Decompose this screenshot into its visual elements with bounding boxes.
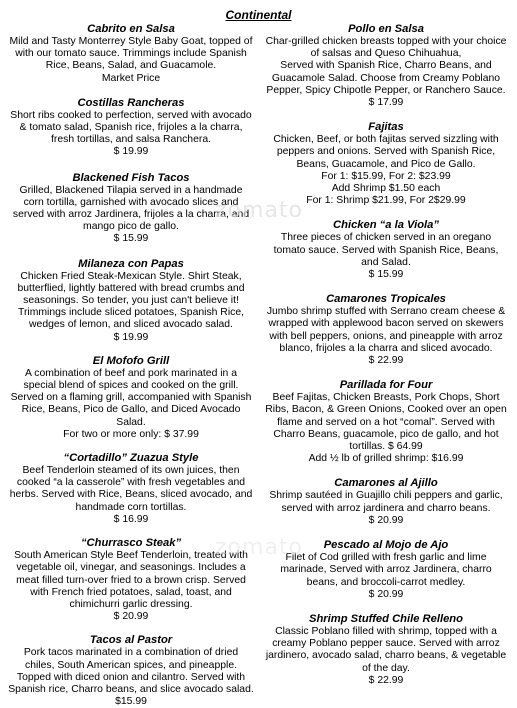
- item-title: Costillas Rancheras: [77, 96, 185, 109]
- item-description: Mild and Tasty Monterrey Style Baby Goat, topped of with our tomato sauce. Trimmings include Spanish Rice, Beans, Salad, and Guacamole. Market Price: [9, 36, 253, 84]
- menu-item-pollo-en-salsa: [261, 23, 511, 109]
- item-description: Short ribs cooked to perfection, served with avocado & tomato salad, Spanish rice, frijoles a la charra, fresh tortillas, and salsa Ranchera. $ 19.99: [10, 109, 252, 158]
- item-description: Classic Poblano filled with shrimp, topped with a creamy Poblano pepper sauce. Served with arroz jardinero, avocado salad, charro beans, & vegetable of the day. $ 22.99: [265, 625, 507, 686]
- menu-item-cabrito-en-salsa: [6, 23, 256, 85]
- item-title: Tacos al Pastor: [89, 634, 173, 647]
- item-description: Grilled, Blackened Tilapia served in a handmade corn tortilla, garnished with avocado slices and served with arroz Jardinera, frijoles a la charra, and mango pico de gallo. $ 15.99: [12, 184, 250, 245]
- item-description: South American Style Beef Tenderloin, treated with vegetable oil, vinegar, and seasonings. Includes a meat filled turn-over fried to a brown crisp. Served with French fried potatoes, salad, toast, and chimichurri garlic dressing. $ 20.99: [14, 550, 248, 623]
- item-title: Cabrito en Salsa: [87, 23, 175, 35]
- item-description: Shrimp sautéed in Guajillo chili peppers and garlic, served with arroz jardinera and charro beans. $ 20.99: [269, 490, 503, 526]
- menu-item-milaneza-con-papas: [6, 258, 256, 344]
- item-description: Filet of Cod grilled with fresh garlic and lime marinade, Served with arroz Jardinera, charro beans, and broccoli-carrot medley. $ 20.99: [280, 552, 492, 600]
- item-title: Chicken “a la Viola”: [333, 219, 439, 232]
- item-title: Pescado al Mojo de Ajo: [323, 539, 449, 552]
- menu-columns: [6, 23, 511, 708]
- menu-item-parillada-for-four: [261, 379, 511, 465]
- menu-item-cortadillo-zuazua: [6, 452, 256, 526]
- item-title: Camarones Tropicales: [326, 293, 446, 306]
- item-description: A combination of beef and pork marinated in a special blend of spices and cooked on the grill. Served on a flaming grill, accompanied with Spanish Rice, Beans, Pico de Gallo, and Diced Avocado Salad. For two or more only: $ 37.99: [10, 367, 252, 440]
- right-column: [261, 23, 511, 708]
- menu-item-fajitas: [261, 121, 511, 207]
- item-description: Pork tacos marinated in a combination of dried chiles, South American spices, and pineapple. Topped with diced onion and cilantro. Served with Spanish rice, Charro beans, and slice avocado salad. $15.99: [8, 647, 254, 708]
- item-title: Blackened Fish Tacos: [72, 171, 190, 184]
- item-title: Parillada for Four: [339, 379, 433, 392]
- item-title: Milaneza con Papas: [78, 257, 184, 270]
- menu-item-camarones-tropicales: [261, 293, 511, 367]
- menu-item-costillas-rancheras: [6, 97, 256, 159]
- item-description: Beef Tenderloin steamed of its own juices, then cooked “a la casserole” with fresh vegetables and herbs. Served with Rice, Beans, sliced avocado, and handmade corn tortillas. $ 16.99: [9, 465, 253, 525]
- item-description: Three pieces of chicken served in an oregano tomato sauce. Served with Spanish Rice, Beans, and Salad. $ 15.99: [273, 232, 499, 281]
- zomato-watermark: zomato: [215, 198, 304, 223]
- item-title: Shrimp Stuffed Chile Relleno: [309, 612, 463, 625]
- item-title: Fajitas: [368, 121, 404, 134]
- item-description: Jumbo shrimp stuffed with Serrano cream cheese & wrapped with applewood bacon served on skewers with bell peppers, onions, and pineapple with arroz blanco, frijoles a la charra and sliced avocado. $ 22.99: [266, 306, 506, 367]
- menu-item-shrimp-stuffed-chile-relleno: [261, 613, 511, 687]
- item-title: Camarones al Ajillo: [334, 477, 438, 490]
- item-title: Pollo en Salsa: [348, 23, 424, 35]
- menu-item-camarones-al-ajillo: [261, 477, 511, 527]
- menu-item-el-mofofo-grill: [6, 355, 256, 441]
- menu-item-tacos-al-pastor: [6, 634, 256, 708]
- menu-item-chicken-a-la-viola: [261, 219, 511, 281]
- left-column: [6, 23, 256, 708]
- section-header: Continental: [225, 8, 292, 22]
- zomato-watermark-lower: zomato: [215, 535, 304, 560]
- item-title: “Churrasco Steak”: [80, 537, 182, 550]
- item-description: Char-grilled chicken breasts topped with your choice of salsas and Queso Chihuahua, Served with Spanish Rice, Charro Beans, and Guacamole Salad. Choose from Creamy Poblano Pepper, Spicy Chipotle Pepper, or Ranchero Sauce. $ 17.99: [265, 36, 507, 109]
- item-title: “Cortadillo” Zuazua Style: [63, 452, 199, 465]
- item-description: Chicken, Beef, or both fajitas served sizzling with peppers and onions. Served with Spanish Rice, Beans, Guacamole, and Pico de Gallo. For 1: $15.99, For 2: $23.99 Add Shrimp $1.50 each For 1: Shrimp $21.99, For 2$29.99: [273, 134, 499, 207]
- item-title: El Mofofo Grill: [92, 354, 170, 367]
- item-description: Chicken Fried Steak-Mexican Style. Shirt Steak, butterflied, lightly battered with bread crumbs and seasonings. So tender, you just can't believe it! Trimmings include sliced potatoes, Spanish Rice, wedges of lemon, and sliced avocado salad. $ 19.99: [17, 270, 245, 343]
- item-description: Beef Fajitas, Chicken Breasts, Pork Chops, Short Ribs, Bacon, & Green Onions, Cooked over an open flame and served on a hot “comal”. Served with Charro Beans, guacamole, pico de gallo, and hot tortillas. $ 64.99 Add ½ lb of grilled shrimp: $16.99: [265, 392, 507, 465]
